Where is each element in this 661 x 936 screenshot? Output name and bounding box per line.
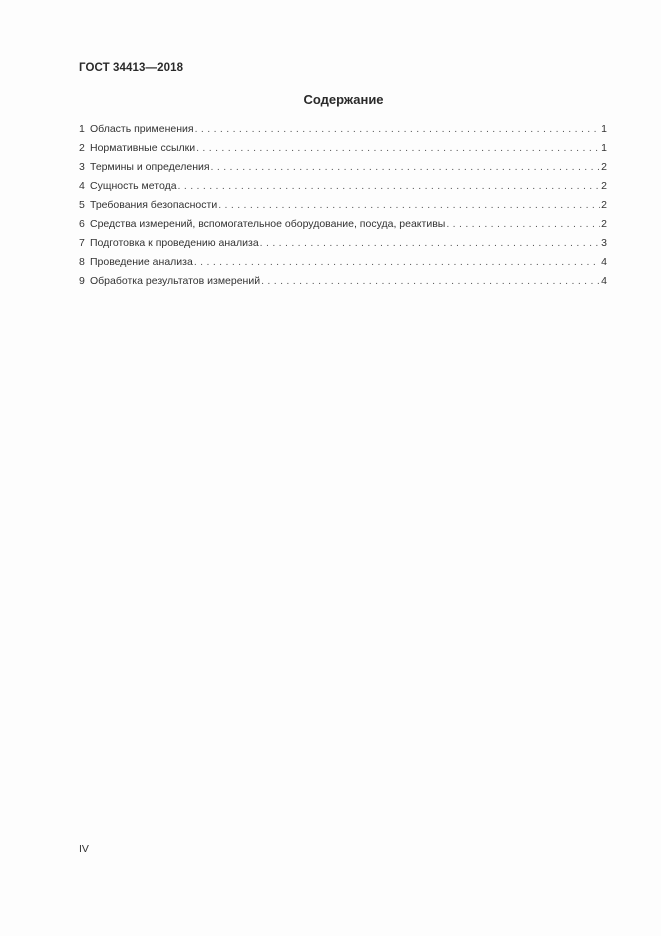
toc-dot-leader: [211, 159, 601, 176]
toc-item-page: 2: [601, 180, 607, 192]
toc-item-label: Обработка результатов измерений: [90, 275, 261, 287]
toc-item-page: 4: [601, 256, 607, 268]
toc-item-label: Сущность метода: [90, 180, 177, 192]
toc-dot-leader: [196, 140, 600, 157]
toc-item[interactable]: [79, 216, 607, 235]
toc-dot-leader: [178, 178, 601, 195]
page-number: IV: [79, 843, 89, 855]
toc-dot-leader: [194, 254, 600, 271]
toc-item-label: Проведение анализа: [90, 256, 193, 268]
toc-item-page: 2: [601, 218, 607, 230]
toc-item-page: 2: [601, 199, 607, 211]
toc-item[interactable]: [79, 197, 607, 216]
toc-item-number: 4: [79, 180, 85, 192]
toc-item-number: 9: [79, 275, 85, 287]
toc-item-label: Подготовка к проведению анализа: [90, 237, 259, 249]
toc-item-page: 3: [601, 237, 607, 249]
toc-dot-leader: [260, 235, 600, 252]
toc-item-label: Средства измерений, вспомогательное оборудование, посуда, реактивы: [90, 218, 446, 230]
toc-item-number: 8: [79, 256, 85, 268]
document-code: ГОСТ 34413—2018: [79, 62, 184, 74]
toc-dot-leader: [261, 273, 600, 290]
toc-item[interactable]: [79, 273, 607, 292]
toc-item-label: Область применения: [90, 123, 194, 135]
toc-item-number: 3: [79, 161, 85, 173]
toc-item-page: 1: [601, 123, 607, 135]
toc-item-number: 7: [79, 237, 85, 249]
toc-dot-leader: [446, 216, 600, 233]
toc-item[interactable]: [79, 254, 607, 273]
toc-item[interactable]: [79, 235, 607, 254]
toc-dot-leader: [218, 197, 600, 214]
toc-item-label: Термины и определения: [90, 161, 210, 173]
toc-item-number: 5: [79, 199, 85, 211]
toc-item-number: 6: [79, 218, 85, 230]
toc-item[interactable]: [79, 140, 607, 159]
toc-item[interactable]: [79, 121, 607, 140]
toc-title: Содержание: [303, 92, 384, 107]
toc-item-label: Требования безопасности: [90, 199, 218, 211]
toc-item[interactable]: [79, 178, 607, 197]
toc-dot-leader: [195, 121, 601, 138]
toc-item-page: 1: [601, 142, 607, 154]
toc-item[interactable]: [79, 159, 607, 178]
toc-item-number: 2: [79, 142, 85, 154]
toc-item-number: 1: [79, 123, 85, 135]
toc-item-page: 4: [601, 275, 607, 287]
table-of-contents: [79, 121, 607, 292]
toc-item-label: Нормативные ссылки: [90, 142, 196, 154]
toc-item-page: 2: [601, 161, 607, 173]
